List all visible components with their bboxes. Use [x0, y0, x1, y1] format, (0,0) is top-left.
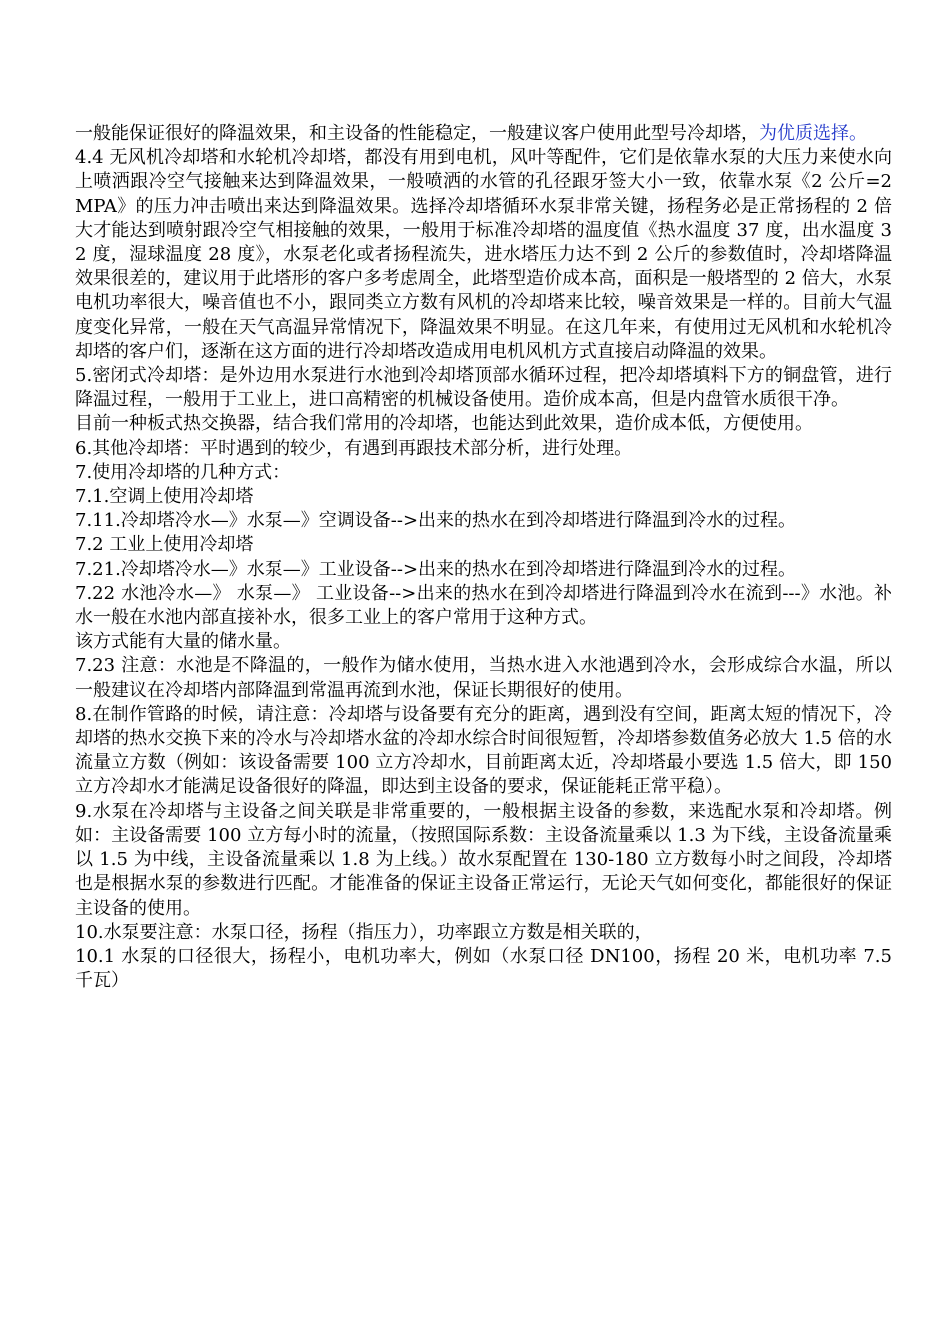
- paragraph-7-11: 7.11.冷却塔冷水—》水泵—》空调设备-->出来的热水在到冷却塔进行降温到冷水的过程。: [75, 510, 797, 532]
- paragraph-7: 7.使用冷却塔的几种方式：: [75, 461, 291, 483]
- paragraph-7-1: 7.1.空调上使用冷却塔: [75, 486, 254, 508]
- paragraph-9: 9.水泵在冷却塔与主设备之间关联是非常重要的，一般根据主设备的参数，来选配水泵和冷却塔。例如：主设备需要 100 立方每小时的流量，（按照国际系数：主设备流量乘以 1.3 为下线，主设备流量乘以 1.5 为中线，主设备流量乘以 1.8 为上线。）故水泵配置在 130-180 立方数每小时之间段，冷却塔也是根据水泵的参数进行匹配。才能准备的保证主设备正常运行，无论天气如何变化，都能很好的保证主设备的使用。: [75, 800, 892, 919]
- paragraph-7-22: 7.22 水池冷水—》 水泵—》 工业设备-->出来的热水在到冷却塔进行降温到冷水在流到---》水池。补水一般在水池内部直接补水，很多工业上的客户常用于这种方式。: [75, 582, 892, 629]
- paragraph-7-2: 7.2 工业上使用冷却塔: [75, 534, 254, 556]
- quality-choice-link[interactable]: 为优质选择。: [759, 123, 867, 144]
- paragraph-10: 10.水泵要注意：水泵口径，扬程（指压力），功率跟立方数是相关联的，: [75, 921, 653, 943]
- paragraph-8: 8.在制作管路的时候，请注意：冷却塔与设备要有充分的距离，遇到没有空间，距离太短的情况下，冷却塔的热水交换下来的冷水与冷却塔水盆的冷却水综合时间很短暂，冷却塔参数值务必放大 1.5 倍的水流量立方数（例如：该设备需要 100 立方冷却水，目前距离太近，冷却塔最小要选 1.5 倍大，即 150 立方冷却水才能满足设备很好的降温，即达到主设备的要求，保证能耗正常平稳）。: [75, 703, 892, 798]
- paragraph-plate-exchanger: 目前一种板式热交换器，结合我们常用的冷却塔，也能达到此效果，造价成本低，方便使用。: [75, 413, 813, 435]
- paragraph-storage: 该方式能有大量的储水量。: [75, 631, 291, 653]
- paragraph-6: 6.其他冷却塔：平时遇到的较少，有遇到再跟技术部分析，进行处理。: [75, 437, 633, 459]
- intro-paragraph: [75, 122, 892, 146]
- paragraph-5: 5.密闭式冷却塔：是外边用水泵进行水池到冷却塔顶部水循环过程，把冷却塔填料下方的铜盘管，进行降温过程，一般用于工业上，进口高精密的机械设备使用。造价成本高，但是内盘管水质很干净。: [75, 365, 892, 411]
- paragraph-4-4: 4.4 无风机冷却塔和水轮机冷却塔，都没有用到电机，风叶等配件，它们是依靠水泵的大压力来使水向上喷洒跟冷空气接触来达到降温效果，一般喷洒的水管的孔径跟牙签大小一致，依靠水泵《2 公斤=2MPA》的压力冲击喷出来达到降温效果。选择冷却塔循环水泵非常关键，扬程务必是正常扬程的 2 倍大才能达到喷射跟冷空气相接触的效果，一般用于标准冷却塔的温度值《热水温度 37 度，出水温度 32 度，湿球温度 28 度》，水泵老化或者扬程流失，进水塔压力达不到 2 公斤的参数值时，冷却塔降温效果很差的，建议用于此塔形的客户多考虑周全，此塔型造价成本高，面积是一般塔型的 2 倍大，水泵电机功率很大，噪音值也不小，跟同类立方数有风机的冷却塔来比较，噪音效果是一样的。目前大气温度变化异常，一般在天气高温异常情况下，降温效果不明显。在这几年来，有使用过无风机和水轮机冷却塔的客户们，逐渐在这方面的进行冷却塔改造成用电机风机方式直接启动降温的效果。: [75, 147, 892, 362]
- paragraph-7-23: 7.23 注意：水池是不降温的，一般作为储水使用，当热水进入水池遇到冷水，会形成综合水温，所以一般建议在冷却塔内部降温到常温再流到水池，保证长期很好的使用。: [75, 655, 892, 701]
- paragraph-7-21: 7.21.冷却塔冷水—》水泵—》工业设备-->出来的热水在到冷却塔进行降温到冷水的过程。: [75, 558, 797, 580]
- intro-text: 一般能保证很好的降温效果，和主设备的性能稳定，一般建议客户使用此型号冷却塔，: [75, 123, 759, 144]
- paragraph-10-1: 10.1 水泵的口径很大，扬程小，电机功率大，例如（水泵口径 DN100，扬程 20 米，电机功率 7.5 千瓦）: [75, 945, 892, 992]
